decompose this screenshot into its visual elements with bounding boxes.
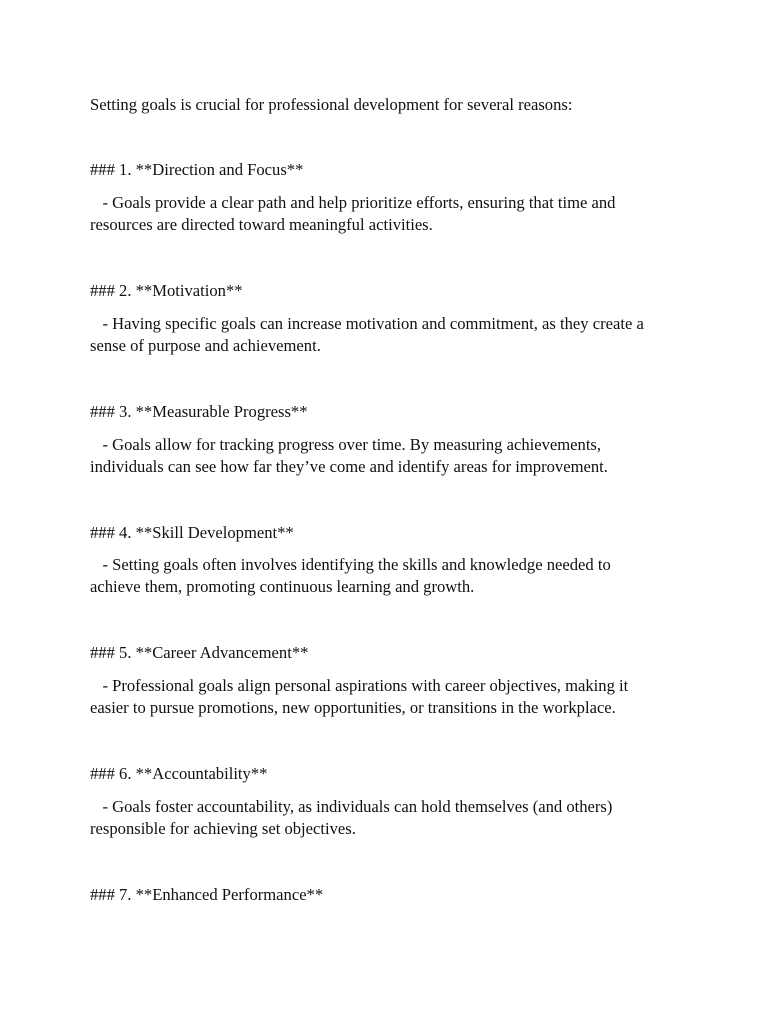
section-heading-5: ### 5. **Career Advancement** — [90, 643, 309, 662]
section-body-5-line-2: easier to pursue promotions, new opportunities, or transitions in the workplace. — [90, 698, 616, 717]
section-heading-2: ### 2. **Motivation** — [90, 281, 243, 300]
section-body-5-line-1: - Professional goals align personal aspirations with career objectives, making it — [90, 676, 629, 695]
section-body-2-line-2: sense of purpose and achievement. — [90, 336, 321, 355]
section-body-1-line-1: - Goals provide a clear path and help prioritize efforts, ensuring that time and — [90, 193, 616, 212]
section-heading-4: ### 4. **Skill Development** — [90, 523, 294, 542]
section-body-1-line-2: resources are directed toward meaningful activities. — [90, 215, 433, 234]
section-heading-6: ### 6. **Accountability** — [90, 764, 268, 783]
section-body-3-line-1: - Goals allow for tracking progress over time. By measuring achievements, — [90, 435, 602, 454]
section-body-4-line-1: - Setting goals often involves identifying the skills and knowledge needed to — [90, 555, 611, 574]
section-body-2-line-1: - Having specific goals can increase motivation and commitment, as they create a — [90, 314, 644, 333]
section-heading-7: ### 7. **Enhanced Performance** — [90, 885, 324, 904]
section-heading-3: ### 3. **Measurable Progress** — [90, 402, 308, 421]
section-body-6-line-1: - Goals foster accountability, as individuals can hold themselves (and others) — [90, 797, 613, 816]
section-body-3-line-2: individuals can see how far they’ve come and identify areas for improvement. — [90, 457, 608, 476]
intro-paragraph: Setting goals is crucial for professional development for several reasons: — [90, 95, 573, 114]
section-body-4-line-2: achieve them, promoting continuous learning and growth. — [90, 577, 475, 596]
section-body-6-line-2: responsible for achieving set objectives. — [90, 819, 356, 838]
section-heading-1: ### 1. **Direction and Focus** — [90, 160, 304, 179]
